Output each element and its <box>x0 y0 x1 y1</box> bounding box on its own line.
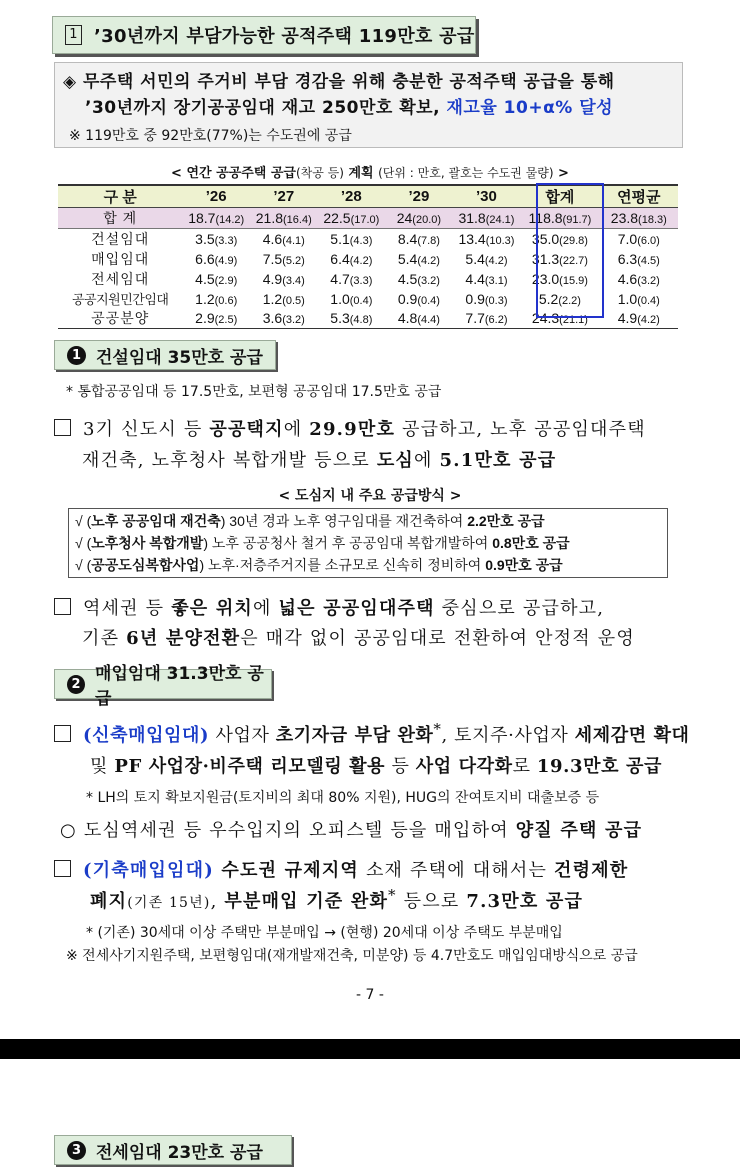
section-title <box>52 16 476 54</box>
cell-metro-value: (0.4) <box>637 294 660 307</box>
section-2-title: 매입임대 31.3만호 공급 <box>95 664 264 709</box>
cell-value: 1.2 <box>262 290 283 307</box>
cell-metro-value: (91.7) <box>562 214 592 226</box>
cell-metro-value: (3.1) <box>484 275 508 287</box>
table-header-cell: ’27 <box>250 185 318 208</box>
row-label: 매입임대 <box>91 251 150 267</box>
cell-value: 6.3 <box>617 251 638 267</box>
cell-value: 1.0 <box>330 290 350 307</box>
cell-metro-value: (29.8) <box>559 235 588 247</box>
summary-highlight: 재고율 10+α% 달성 <box>446 98 614 118</box>
summary-line-2: ’30년까지 장기공공임대 재고 250만호 확보, <box>85 98 447 118</box>
table-cell <box>385 308 453 329</box>
cell-value: 5.3 <box>330 310 350 326</box>
section-number-box: 1 <box>65 25 82 45</box>
table-cell <box>600 269 678 289</box>
cell-value: 4.6 <box>262 231 283 247</box>
cell-value: 8.4 <box>397 231 418 247</box>
inner-box-item: √ (노후청사 복합개발) 노후 공공청사 철거 후 공공임대 복합개발하여 0.8만호 공급 <box>75 535 570 551</box>
section-1-paragraph-1-line-1: 3기 신도시 등 공공택지에 29.9만호 공급하고, 노후 공공임대주택 <box>54 415 646 441</box>
table-cell <box>182 249 250 269</box>
inner-box-item: √ (노후 공공임대 재건축) 30년 경과 노후 영구임대를 재건축하여 2.2만호 공급 <box>75 513 545 529</box>
diamond-bullet-icon: ◈ <box>63 72 77 92</box>
checkbox-square-icon <box>54 725 71 742</box>
table-cell <box>600 249 678 269</box>
cell-value: 4.4 <box>465 271 485 287</box>
cell-metro-value: (4.3) <box>349 235 373 247</box>
cell-value: 4.8 <box>397 310 418 326</box>
cell-value: 31.3 <box>531 251 560 267</box>
cell-metro-value: (3.4) <box>282 275 305 287</box>
cell-value: 1.2 <box>195 290 215 307</box>
table-cell <box>385 249 453 269</box>
cell-value: 18.7 <box>188 210 216 226</box>
table-cell <box>182 308 250 329</box>
table-header-cell: ’30 <box>453 185 521 208</box>
cell-value: 23.0 <box>531 271 560 287</box>
table-cell <box>385 229 453 250</box>
section-1-note: * 통합공공임대 등 17.5만호, 보편형 공공임대 17.5만호 공급 <box>66 384 442 400</box>
cell-value: 2.9 <box>195 310 215 326</box>
cell-metro-value: (0.5) <box>282 294 305 307</box>
cell-value: 22.5 <box>323 210 351 226</box>
table-cell <box>385 208 453 229</box>
section-3-number: 3 <box>67 1141 86 1160</box>
cell-value: 1.0 <box>617 290 638 307</box>
section-1-heading <box>54 340 276 370</box>
cell-value: 4.5 <box>195 271 215 287</box>
inner-box-title: < 도심지 내 주요 공급방식 > <box>278 488 462 504</box>
cell-metro-value: (4.2) <box>637 314 660 326</box>
table-cell <box>182 269 250 289</box>
cell-value: 0.9 <box>465 290 485 307</box>
table-cell <box>250 208 318 229</box>
cell-metro-value: (16.4) <box>283 214 312 226</box>
table-cell <box>453 308 521 329</box>
cell-value: 7.5 <box>262 251 283 267</box>
cell-metro-value: (0.4) <box>417 294 440 307</box>
cell-value: 5.4 <box>465 251 485 267</box>
cell-metro-value: (6.0) <box>637 235 660 247</box>
section-1-paragraph-1-line-2: 재건축, 노후청사 복합개발 등으로 도심에 5.1만호 공급 <box>82 450 557 471</box>
section-2-paragraph-1-line-1: (신축매입임대) 사업자 초기자금 부담 완화*, 토지주·사업자 세제감면 확대 <box>54 720 690 747</box>
cell-metro-value: (4.2) <box>417 255 440 267</box>
cell-metro-value: (4.5) <box>637 255 660 267</box>
cell-metro-value: (4.2) <box>484 255 508 267</box>
cell-metro-value: (0.3) <box>484 294 508 307</box>
cell-metro-value: (14.2) <box>215 214 245 226</box>
cell-value: 4.7 <box>330 271 350 287</box>
section-2-note-2: * (기존) 30세대 이상 주택만 부분매입 → (현행) 20세대 이상 주택도 부분매입 <box>86 925 563 941</box>
table-cell <box>600 208 678 229</box>
table-caption: < 연간 공공주택 공급(착공 등) 계획 (단위 : 만호, 괄호는 수도권 물량) > <box>171 166 569 181</box>
table-cell <box>453 229 521 250</box>
inner-box-item: √ (공공도심복합사업) 노후·저층주거지를 소규모로 신속히 정비하여 0.9만호 공급 <box>75 557 563 573</box>
row-label: 공공분양 <box>58 308 182 329</box>
cell-value: 118.8 <box>528 210 563 226</box>
cell-value: 3.6 <box>262 310 283 326</box>
section-2-paragraph-1-line-2: 및 PF 사업장·비주택 리모델링 활용 등 사업 다각화로 19.3만호 공급 <box>90 756 662 777</box>
cell-value: 6.6 <box>195 251 215 267</box>
cell-value: 6.4 <box>330 251 350 267</box>
table-cell <box>250 269 318 289</box>
table-cell <box>318 308 386 329</box>
cell-value: 5.1 <box>330 231 350 247</box>
row-label: 공공지원민간임대 <box>71 292 169 307</box>
section-2-paragraph-3-line-2: 폐지(기존 15년), 부분매입 기준 완화* 등으로 7.3만호 공급 <box>90 886 584 912</box>
table-cell <box>250 229 318 250</box>
cell-value: 5.2 <box>538 290 559 307</box>
cell-metro-value: (18.3) <box>638 214 667 226</box>
cell-metro-value: (2.9) <box>214 275 238 287</box>
table-header-cell: ’29 <box>385 185 453 208</box>
cell-value: 4.6 <box>617 271 638 287</box>
summary-line-1: 무주택 서민의 주거비 부담 경감을 위해 충분한 공적주택 공급을 통해 <box>83 72 615 92</box>
cell-metro-value: (22.7) <box>559 255 588 267</box>
cell-metro-value: (0.4) <box>349 294 373 307</box>
table-cell <box>453 208 521 229</box>
section-2-paragraph-2: ○ 도심역세권 등 우수입지의 오피스텔 등을 매입하여 양질 주택 공급 <box>60 820 643 841</box>
row-label: 합 계 <box>58 208 182 229</box>
cell-value: 7.0 <box>617 231 638 247</box>
cell-value: 0.9 <box>397 290 418 307</box>
cell-value: 24 <box>396 210 413 226</box>
summary-note: ※ 119만호 중 92만호(77%)는 수도권에 공급 <box>69 128 352 144</box>
total-column-highlight <box>536 183 604 318</box>
cell-value: 4.5 <box>397 271 418 287</box>
section-2-note-3: ※ 전세사기지원주택, 보편형임대(재개발재건축, 미분양) 등 4.7만호도 매입임대방식으로 공급 <box>66 948 638 964</box>
table-cell <box>318 269 386 289</box>
table-cell <box>182 208 250 229</box>
page-separator-band <box>0 1039 740 1059</box>
table-cell <box>318 289 386 308</box>
cell-metro-value: (17.0) <box>350 214 380 226</box>
section-title-text: ’30년까지 부담가능한 공적주택 119만호 공급 <box>94 26 475 47</box>
checkbox-square-icon <box>54 598 71 615</box>
section-3-title: 전세임대 23만호 공급 <box>96 1142 263 1163</box>
row-label: 전세임대 <box>91 271 150 287</box>
table-cell <box>318 208 386 229</box>
checkbox-square-icon <box>54 419 71 436</box>
summary-box <box>54 62 683 148</box>
table-header-cell: ’26 <box>182 185 250 208</box>
cell-value: 13.4 <box>458 231 486 247</box>
cell-metro-value: (5.2) <box>282 255 305 267</box>
section-3-heading <box>54 1135 292 1165</box>
table-cell <box>250 289 318 308</box>
cell-value: 7.7 <box>465 310 485 326</box>
cell-value: 31.8 <box>458 210 486 226</box>
cell-metro-value: (4.4) <box>417 314 440 326</box>
cell-metro-value: (20.0) <box>412 214 442 226</box>
table-cell <box>385 289 453 308</box>
table-cell <box>250 249 318 269</box>
cell-metro-value: (6.2) <box>484 314 508 326</box>
cell-metro-value: (3.2) <box>282 314 305 326</box>
cell-metro-value: (10.3) <box>485 235 515 247</box>
cell-value: 3.5 <box>195 231 215 247</box>
cell-metro-value: (4.9) <box>214 255 238 267</box>
section-1-paragraph-2-line-1: 역세권 등 좋은 위치에 넓은 공공임대주택 중심으로 공급하고, <box>54 594 604 620</box>
cell-metro-value: (7.8) <box>417 235 440 247</box>
cell-value: 4.9 <box>617 310 638 326</box>
cell-value: 24.3 <box>531 310 560 326</box>
cell-metro-value: (2.5) <box>214 314 238 326</box>
cell-metro-value: (3.2) <box>637 275 660 287</box>
checkbox-square-icon <box>54 860 71 877</box>
section-2-note-1: * LH의 토지 확보지원금(토지비의 최대 80% 지원), HUG의 잔여토지비 대출보증 등 <box>86 790 600 806</box>
cell-value: 4.9 <box>262 271 283 287</box>
cell-value: 21.8 <box>255 210 284 226</box>
cell-metro-value: (3.3) <box>214 235 238 247</box>
table-cell <box>600 229 678 250</box>
section-1-number: 1 <box>67 346 86 365</box>
cell-metro-value: (21.1) <box>559 314 588 326</box>
cell-value: 23.8 <box>610 210 639 226</box>
section-1-title: 건설임대 35만호 공급 <box>96 347 263 368</box>
table-cell <box>453 289 521 308</box>
table-cell <box>385 269 453 289</box>
table-header-cell: 연평균 <box>600 185 678 208</box>
table-cell <box>453 249 521 269</box>
row-label: 건설임대 <box>91 231 150 247</box>
cell-metro-value: (2.2) <box>558 294 581 307</box>
cell-metro-value: (24.1) <box>485 214 515 226</box>
cell-metro-value: (15.9) <box>559 275 588 287</box>
table-cell <box>600 289 678 308</box>
table-cell <box>600 308 678 329</box>
table-cell <box>250 308 318 329</box>
table-cell <box>453 269 521 289</box>
cell-metro-value: (3.3) <box>349 275 373 287</box>
table-cell <box>318 229 386 250</box>
cell-metro-value: (4.8) <box>349 314 373 326</box>
cell-metro-value: (4.2) <box>349 255 373 267</box>
section-2-heading <box>54 664 272 709</box>
table-cell <box>182 289 250 308</box>
table-header-cell: 구 분 <box>58 185 182 208</box>
table-cell <box>318 249 386 269</box>
cell-value: 35.0 <box>531 231 560 247</box>
table-header-cell: ’28 <box>318 185 386 208</box>
inner-box <box>68 508 668 578</box>
cell-metro-value: (4.1) <box>282 235 305 247</box>
cell-metro-value: (3.2) <box>417 275 440 287</box>
table-header-cell: 합계 <box>520 185 599 208</box>
table-cell <box>182 229 250 250</box>
cell-metro-value: (0.6) <box>214 294 238 307</box>
section-2-number: 2 <box>67 675 85 694</box>
section-1-paragraph-2-line-2: 기존 6년 분양전환은 매각 없이 공공임대로 전환하여 안정적 운영 <box>82 628 635 649</box>
cell-value: 5.4 <box>397 251 418 267</box>
page-number: - 7 - <box>356 987 384 1003</box>
section-2-paragraph-3-line-1: (기축매입임대) 수도권 규제지역 소재 주택에 대해서는 건령제한 <box>54 856 628 882</box>
